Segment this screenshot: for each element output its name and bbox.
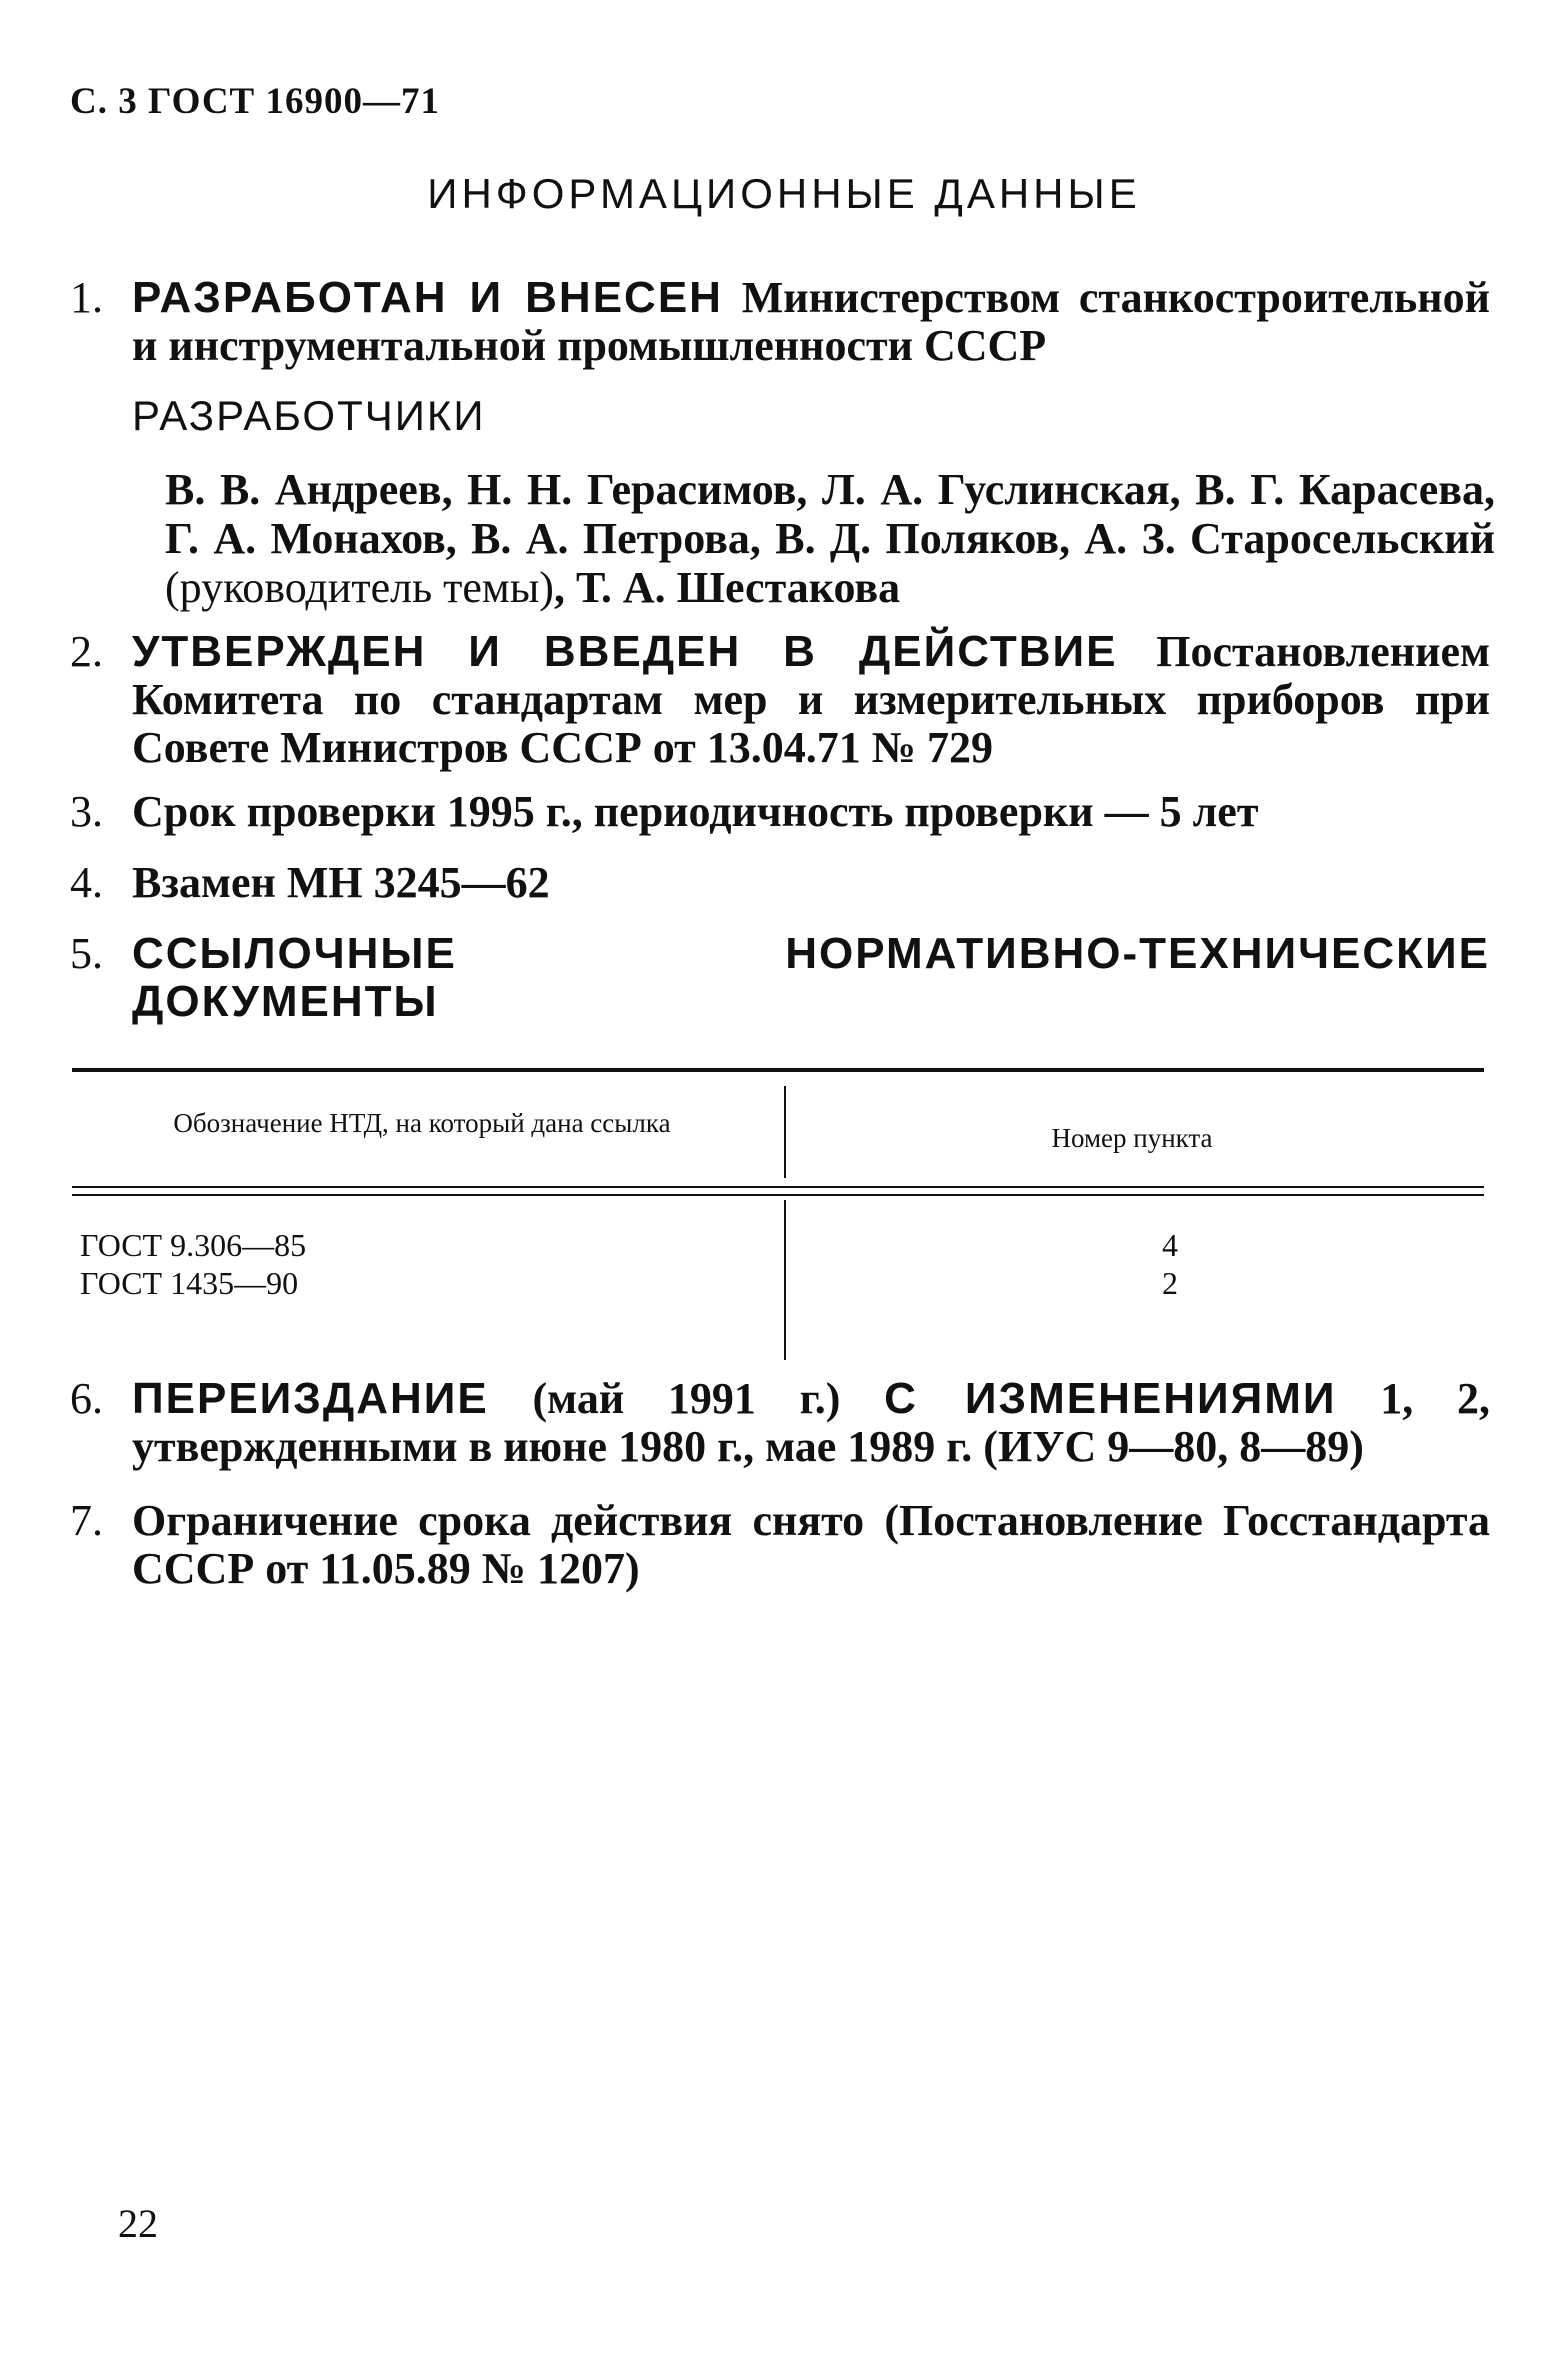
item-1-text: Министерством станкостроительной и инструментальной промышленности СССР — [132, 273, 1490, 370]
item-2-caps: УТВЕРЖДЕН И ВВЕДЕН В ДЕЙСТВИЕ — [132, 627, 1118, 676]
column-header-designation: Обозначение НТД, на который дана ссылка — [173, 1108, 671, 1138]
table-header-divider — [784, 1086, 786, 1178]
item-3-text: Срок проверки 1995 г., периодичность проверки — 5 лет — [132, 787, 1259, 836]
table-header-rule-2 — [72, 1194, 1484, 1196]
developers-list — [165, 465, 1495, 612]
column-header-clause: Номер пункта — [1051, 1123, 1213, 1153]
table-row-2-clause: 2 — [1162, 1265, 1178, 1301]
item-3-number: 3. — [70, 787, 103, 836]
item-6-number: 6. — [70, 1374, 103, 1423]
table-row-2-designation: ГОСТ 1435—90 — [80, 1265, 299, 1301]
table-row-1-clause: 4 — [1162, 1227, 1178, 1263]
table-header-rule-1 — [72, 1186, 1484, 1188]
developers-names-a: В. В. Андреев, Н. Н. Герасимов, Л. А. Гуслинская, В. Г. Карасева, Г. А. Монахов, В. А. Петрова, В. Д. Поляков, А. З. Старосельский — [165, 465, 1495, 563]
item-4-number: 4. — [70, 858, 103, 907]
item-6-caps-a: ПЕРЕИЗДАНИЕ — [132, 1374, 489, 1423]
item-2-number: 2. — [70, 627, 103, 676]
item-4 — [70, 859, 1490, 907]
table-body-divider — [784, 1200, 786, 1360]
page-number: 22 — [118, 2201, 158, 2246]
item-7-text: Ограничение срока действия снято (Постановление Госстандарта СССР от 11.05.89 № 1207) — [132, 1496, 1490, 1593]
developers-heading: РАЗРАБОТЧИКИ — [132, 392, 486, 439]
item-2-text: Постановлением Комитета по стандартам мер и измерительных приборов при Совете Министров СССР от 13.04.71 № 729 — [132, 627, 1490, 772]
table-top-rule — [72, 1068, 1484, 1072]
developers-note: (руководитель темы) — [165, 563, 554, 612]
page-title: ИНФОРМАЦИОННЫЕ ДАННЫЕ — [427, 170, 1141, 217]
item-5 — [70, 930, 1490, 1026]
item-6 — [70, 1375, 1490, 1471]
item-4-text: Взамен МН 3245—62 — [132, 858, 550, 907]
developers-names-b: , Т. А. Шестакова — [553, 563, 901, 612]
item-5-caps: ССЫЛОЧНЫЕ НОРМАТИВНО-ТЕХНИЧЕСКИЕ ДОКУМЕНТЫ — [132, 929, 1490, 1026]
item-1-number: 1. — [70, 273, 103, 322]
item-6-text-b: 1, 2, утвержденными в июне 1980 г., мае 1989 г. (ИУС 9—80, 8—89) — [132, 1374, 1491, 1471]
item-5-number: 5. — [70, 929, 103, 978]
item-6-text-a: (май 1991 г.) — [532, 1374, 841, 1423]
item-1-caps: РАЗРАБОТАН И ВНЕСЕН — [132, 273, 723, 322]
item-7 — [70, 1497, 1490, 1593]
item-2 — [70, 628, 1490, 772]
item-1 — [70, 274, 1490, 370]
item-6-caps-b: С ИЗМЕНЕНИЯМИ — [884, 1374, 1337, 1423]
running-header: С. 3 ГОСТ 16900—71 — [70, 81, 440, 122]
item-7-number: 7. — [70, 1496, 103, 1545]
item-3 — [70, 788, 1490, 836]
table-row-1-designation: ГОСТ 9.306—85 — [80, 1227, 307, 1263]
